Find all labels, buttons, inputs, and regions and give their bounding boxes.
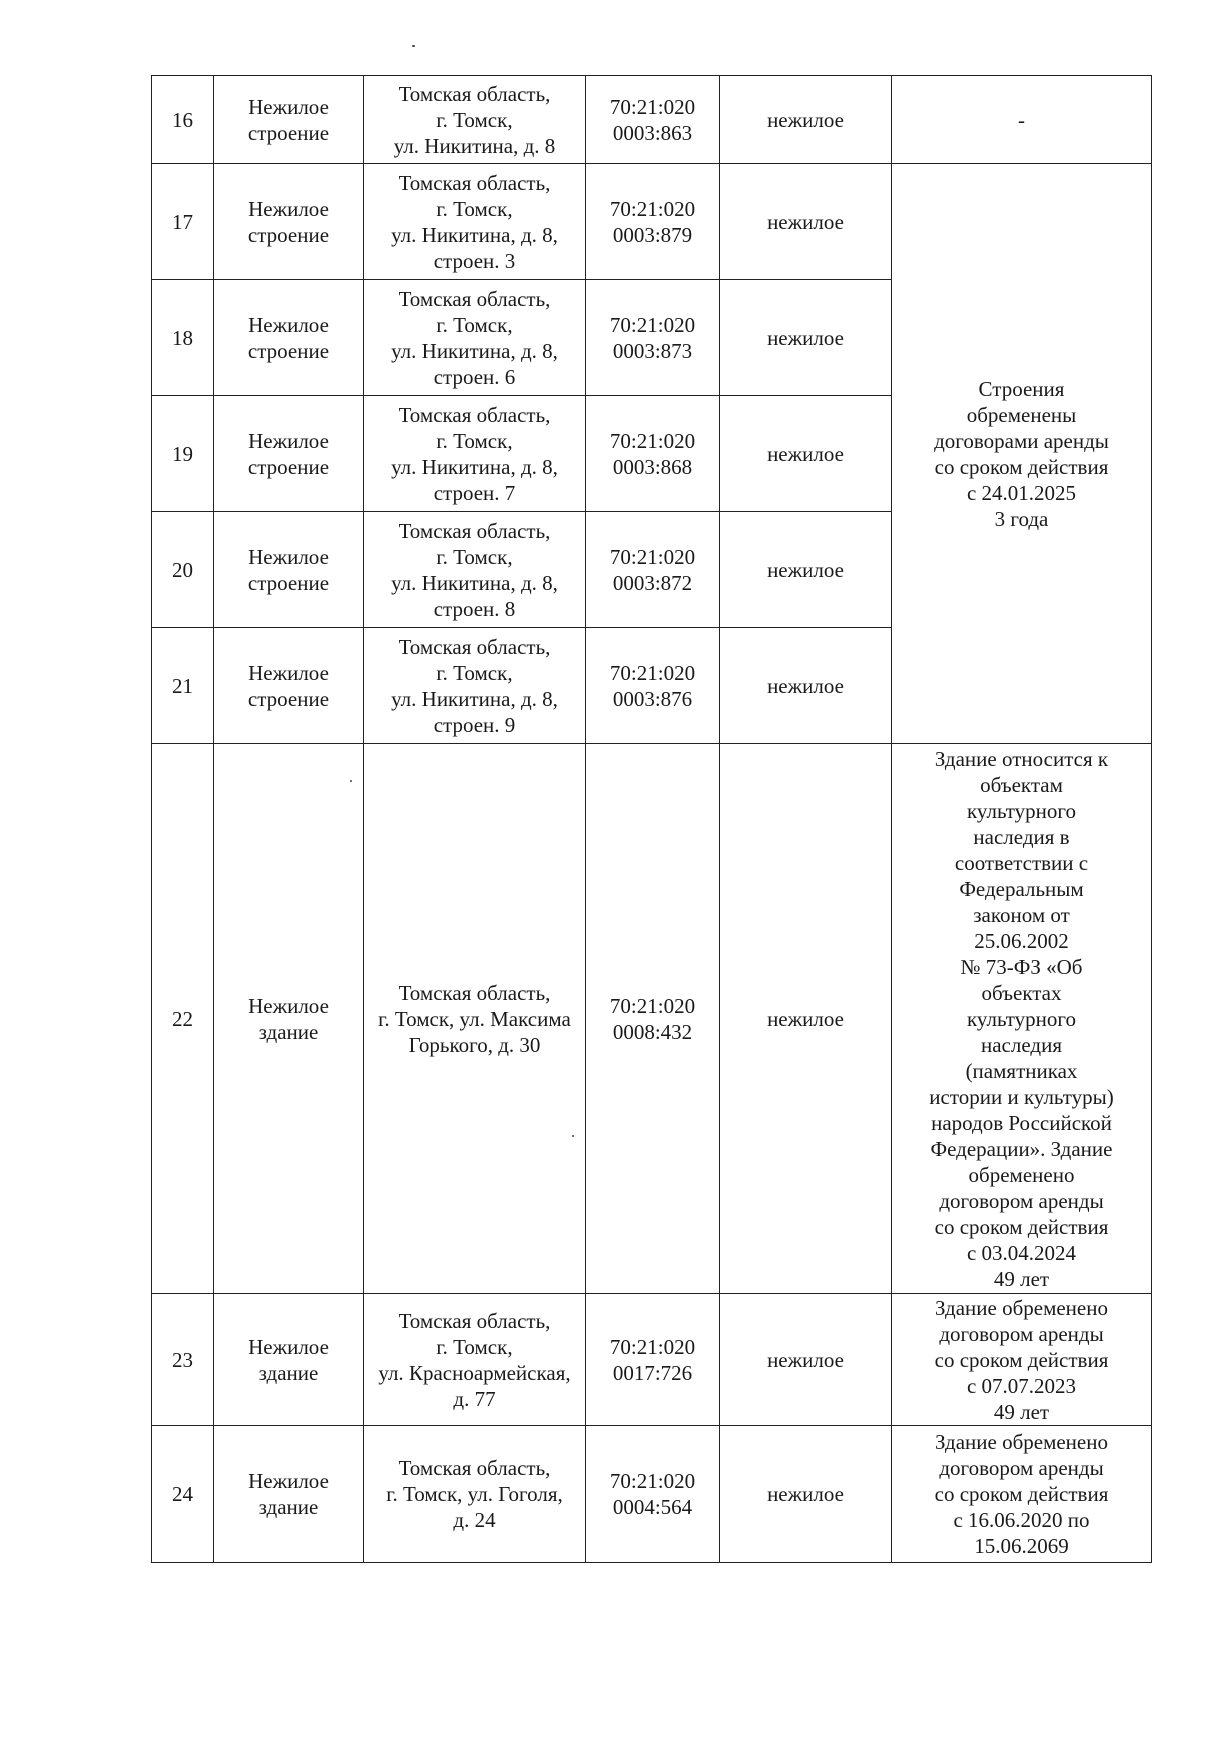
cadastral-number: 70:21:020 0003:863	[586, 76, 720, 164]
object-address: Томская область, г. Томск, ул. Никитина, д. 8, строен. 7	[364, 396, 586, 512]
object-purpose: нежилое	[720, 396, 892, 512]
object-type: Нежилое строение	[214, 164, 364, 280]
encumbrance-note: Здание обременено договором аренды со сроком действия с 16.06.2020 по 15.06.2069	[892, 1426, 1152, 1563]
cadastral-number: 70:21:020 0004:564	[586, 1426, 720, 1563]
object-purpose: нежилое	[720, 744, 892, 1294]
object-purpose: нежилое	[720, 1294, 892, 1426]
object-purpose: нежилое	[720, 76, 892, 164]
cadastral-number: 70:21:020 0003:879	[586, 164, 720, 280]
object-address: Томская область, г. Томск, ул. Красноармейская, д. 77	[364, 1294, 586, 1426]
table-row	[152, 1294, 1152, 1426]
encumbrance-note: -	[892, 76, 1152, 164]
row-number: 18	[152, 280, 214, 396]
object-type: Нежилое здание	[214, 1294, 364, 1426]
object-address: Томская область, г. Томск, ул. Гоголя, д. 24	[364, 1426, 586, 1563]
row-number: 21	[152, 628, 214, 744]
row-number: 23	[152, 1294, 214, 1426]
object-purpose: нежилое	[720, 628, 892, 744]
object-type: Нежилое здание	[214, 1426, 364, 1563]
encumbrance-note: Здание обременено договором аренды со сроком действия с 07.07.2023 49 лет	[892, 1294, 1152, 1426]
cadastral-number: 70:21:020 0017:726	[586, 1294, 720, 1426]
object-purpose: нежилое	[720, 164, 892, 280]
encumbrance-note: Здание относится к объектам культурного наследия в соответствии с Федеральным законом от 25.06.2002 № 73-ФЗ «Об объектах культурного наследия (памятниках истории и культуры) народов Российской Федерации». Здание обременено договором аренды со сроком действия с 03.04.2024 49 лет	[892, 744, 1152, 1294]
scan-speck	[412, 45, 415, 47]
table-row	[152, 164, 1152, 280]
object-type: Нежилое строение	[214, 628, 364, 744]
object-purpose: нежилое	[720, 1426, 892, 1563]
object-type: Нежилое здание	[214, 744, 364, 1294]
cadastral-number: 70:21:020 0003:876	[586, 628, 720, 744]
object-address: Томская область, г. Томск, ул. Никитина, д. 8, строен. 9	[364, 628, 586, 744]
object-purpose: нежилое	[720, 280, 892, 396]
row-number: 24	[152, 1426, 214, 1563]
object-address: Томская область, г. Томск, ул. Никитина, д. 8, строен. 3	[364, 164, 586, 280]
object-purpose: нежилое	[720, 512, 892, 628]
table-row	[152, 76, 1152, 164]
row-number: 17	[152, 164, 214, 280]
cadastral-number: 70:21:020 0003:873	[586, 280, 720, 396]
object-type: Нежилое строение	[214, 512, 364, 628]
encumbrance-note: Строения обременены договорами аренды со сроком действия с 24.01.2025 3 года	[892, 164, 1152, 744]
table-row	[152, 1426, 1152, 1563]
object-address: Томская область, г. Томск, ул. Максима Горького, д. 30	[364, 744, 586, 1294]
row-number: 20	[152, 512, 214, 628]
object-address: Томская область, г. Томск, ул. Никитина, д. 8, строен. 6	[364, 280, 586, 396]
row-number: 16	[152, 76, 214, 164]
object-address: Томская область, г. Томск, ул. Никитина, д. 8, строен. 8	[364, 512, 586, 628]
object-type: Нежилое строение	[214, 396, 364, 512]
row-number: 19	[152, 396, 214, 512]
cadastral-number: 70:21:020 0003:868	[586, 396, 720, 512]
object-address: Томская область, г. Томск, ул. Никитина, д. 8	[364, 76, 586, 164]
table-row	[152, 744, 1152, 1294]
property-registry-table	[151, 75, 1152, 1563]
object-type: Нежилое строение	[214, 280, 364, 396]
cadastral-number: 70:21:020 0008:432	[586, 744, 720, 1294]
row-number: 22	[152, 744, 214, 1294]
cadastral-number: 70:21:020 0003:872	[586, 512, 720, 628]
object-type: Нежилое строение	[214, 76, 364, 164]
